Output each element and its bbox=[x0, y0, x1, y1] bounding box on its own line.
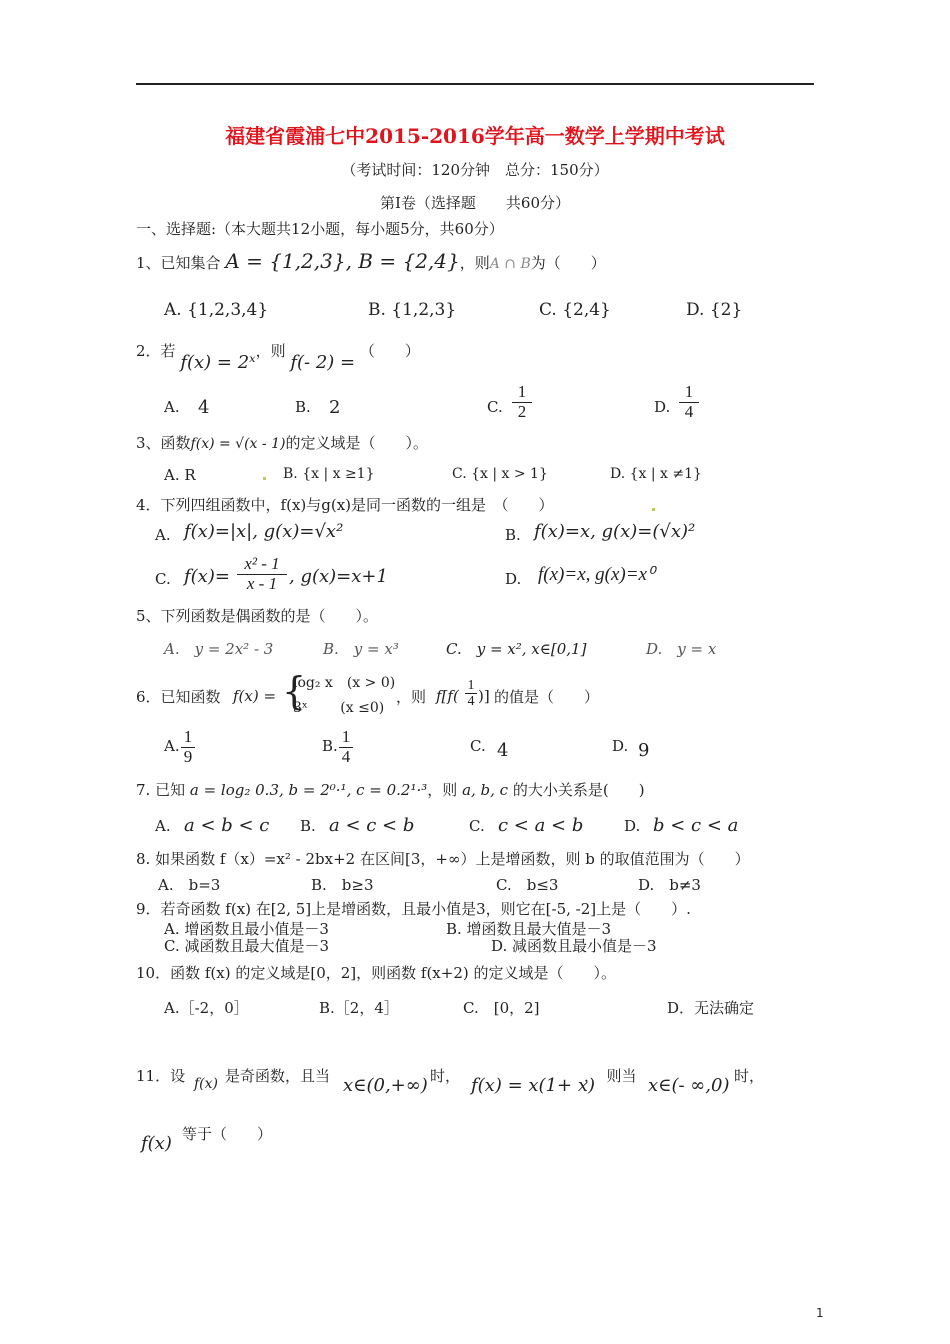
q2-label-c: C. bbox=[487, 398, 503, 416]
q2-label-b: B. bbox=[295, 398, 311, 416]
question-8-stem: 8. 如果函数 f（x）=x² - 2bx+2 在区间[3，+∞）上是增函数，则 b 的取值范围为（ ） bbox=[136, 850, 750, 868]
q2-frac-d: $\frac{1}{4}$ bbox=[679, 383, 699, 421]
set-a: A = {1,2,3} bbox=[225, 249, 346, 273]
q7-label-a: A. bbox=[155, 817, 171, 835]
q11-def: f(x) = x(1+ x) bbox=[471, 1075, 595, 1096]
q4-expr-c-post: , g(x)=x+1 bbox=[289, 566, 388, 587]
q6-brace: { bbox=[282, 669, 307, 713]
q10-option-a: A.［-2，0］ bbox=[164, 999, 249, 1017]
q9-option-d: D. 减函数且最小值是－3 bbox=[491, 937, 657, 955]
q10-option-b: B.［2，4］ bbox=[319, 999, 399, 1017]
q4-expr-a: f(x)=|x|, g(x)=√x² bbox=[184, 521, 344, 542]
exam-title: 福建省霞浦七中2015-2016学年高一数学上学期中考试 bbox=[225, 124, 725, 148]
q1-option-a: A. {1,2,3,4} bbox=[164, 300, 269, 320]
q7-label-d: D. bbox=[624, 817, 641, 835]
question-4-stem: 4．下列四组函数中，f(x)与g(x)是同一函数的一组是 （ ） bbox=[136, 496, 554, 514]
q4-label-d: D. bbox=[505, 570, 522, 588]
question-5-stem: 5、下列函数是偶函数的是（ ）。 bbox=[136, 607, 379, 625]
question-2-stem: 2．若 f(x) = 2ˣ，则 f(- 2) = （ ） bbox=[136, 342, 420, 373]
q7-value-b: a < c < b bbox=[329, 815, 415, 836]
q6-expr-frac: $\frac{1}{4}$ bbox=[465, 678, 477, 710]
q8-option-b: B. b≥3 bbox=[311, 876, 374, 894]
q4-label-c: C. bbox=[155, 570, 171, 588]
q5-option-a: A. y = 2x² - 3 bbox=[164, 640, 274, 658]
q1-option-b: B. {1,2,3} bbox=[368, 300, 457, 320]
q2-value-b: 2 bbox=[329, 397, 341, 418]
q6-label-b: B. bbox=[322, 737, 338, 755]
q3-option-c: C. {x | x > 1} bbox=[452, 466, 548, 482]
q6-case-1: log₂ x (x > 0) bbox=[293, 675, 396, 691]
q11-text-1: 是奇函数，且当 bbox=[225, 1067, 331, 1085]
question-6-stem: 6．已知函数 bbox=[136, 688, 221, 706]
q10-option-c: C. [0，2] bbox=[463, 999, 540, 1017]
q2-label-d: D. bbox=[654, 398, 671, 416]
q4-expr-b: f(x)=x, g(x)=(√x)² bbox=[534, 521, 696, 542]
q6-label-c: C. bbox=[470, 737, 486, 755]
q10-option-d: D．无法确定 bbox=[667, 999, 755, 1017]
q4-label-b: B. bbox=[505, 526, 521, 544]
q5-option-b: B. y = x³ bbox=[323, 640, 399, 658]
q11-cond-2: x∈(- ∞,0) bbox=[648, 1075, 730, 1096]
q4-expr-c-pre: f(x)= bbox=[184, 566, 230, 587]
q6-case-2: 3ˣ (x ≤0) bbox=[293, 700, 385, 716]
q6-label-d: D. bbox=[612, 737, 629, 755]
q6-tail: 的值是（ ） bbox=[494, 688, 600, 706]
q3-fx: f(x) = √(x - 1) bbox=[190, 436, 286, 452]
q7-label-b: B. bbox=[300, 817, 316, 835]
scan-speck bbox=[652, 508, 655, 511]
q6-expr-post: )] bbox=[478, 687, 490, 705]
q8-option-c: C. b≤3 bbox=[496, 876, 559, 894]
q1-option-d: D. {2} bbox=[686, 300, 743, 320]
question-10-stem: 10．函数 f(x) 的定义域是[0，2]，则函数 f(x+2) 的定义域是（ ）。 bbox=[136, 964, 616, 982]
part-heading: 一、选择题:（本大题共12小题，每小题5分，共60分） bbox=[136, 220, 504, 238]
question-7-stem: 7. 已知 a = log₂ 0.3, b = 2⁰·¹, c = 0.2¹·³，则 a, b, c 的大小关系是( ) bbox=[136, 781, 645, 799]
q9-option-c: C. 减函数且最大值是－3 bbox=[164, 937, 330, 955]
q6-frac-a: $\frac{1}{9}$ bbox=[181, 728, 195, 766]
q6-value-d: 9 bbox=[638, 740, 650, 761]
intersection-expr: A ∩ B bbox=[489, 256, 531, 272]
q7-value-a: a < b < c bbox=[184, 815, 270, 836]
q3-option-b: B. {x | x ≥1} bbox=[283, 466, 375, 482]
q1-option-c: C. {2,4} bbox=[539, 300, 611, 320]
q4-expr-d: f(x)=x, g(x)=x⁰ bbox=[538, 564, 655, 585]
q3-option-d: D. {x | x ≠1} bbox=[610, 466, 702, 482]
q4-frac-c: $\frac{\text{x² - 1}}{x - 1}$ bbox=[237, 555, 287, 593]
question-1-stem: 1、已知集合 A = {1,2,3}, B = {2,4}，则A ∩ B为（ ） bbox=[136, 249, 606, 273]
page-number: 1 bbox=[816, 1306, 824, 1320]
q2-fneg: f(- 2) = bbox=[290, 352, 356, 373]
q11-text-4: 时， bbox=[734, 1067, 765, 1085]
q11-cond-1: x∈(0,+∞) bbox=[343, 1075, 428, 1096]
header-rule bbox=[136, 83, 814, 85]
q11-fx-2: f(x) bbox=[141, 1133, 172, 1154]
set-b: , B = {2,4} bbox=[345, 249, 460, 273]
exam-info: （考试时间：120分钟 总分：150分） bbox=[341, 161, 609, 179]
q11-text-2: 时， bbox=[430, 1067, 461, 1085]
question-3-stem: 3、函数f(x) = √(x - 1)的定义域是（ ）。 bbox=[136, 434, 428, 452]
q4-label-a: A. bbox=[155, 526, 171, 544]
question-9-stem: 9．若奇函数 f(x) 在[2, 5]上是增函数，且最小值是3，则它在[-5, -2]上是（ ）. bbox=[136, 900, 691, 918]
q3-option-a: A. R bbox=[164, 466, 196, 484]
q8-option-d: D. b≠3 bbox=[638, 876, 701, 894]
q6-value-c: 4 bbox=[497, 740, 509, 761]
q9-option-a: A. 增函数且最小值是－3 bbox=[164, 920, 329, 938]
q7-vars: a, b, c bbox=[462, 781, 509, 799]
q9-option-b: B. 增函数且最大值是－3 bbox=[446, 920, 612, 938]
q6-frac-b: $\frac{1}{4}$ bbox=[339, 728, 353, 766]
q2-value-a: 4 bbox=[198, 397, 210, 418]
q7-value-d: b < c < a bbox=[653, 815, 739, 836]
q6-expr-pre: f[f( bbox=[436, 687, 459, 705]
q11-fx: f(x) bbox=[194, 1076, 219, 1092]
q2-frac-c: $\frac{1}{2}$ bbox=[512, 383, 532, 421]
q6-mid: ，则 bbox=[396, 688, 427, 706]
q5-option-d: D. y = x bbox=[646, 640, 717, 658]
section-heading: 第Ⅰ卷（选择题 共60分） bbox=[379, 194, 570, 212]
q2-label-a: A. bbox=[164, 398, 180, 416]
q11-text-5: 等于（ ） bbox=[182, 1125, 273, 1143]
scan-speck bbox=[263, 477, 266, 480]
q8-option-a: A. b=3 bbox=[158, 876, 221, 894]
q6-label-a: A. bbox=[164, 737, 180, 755]
q7-value-c: c < a < b bbox=[498, 815, 584, 836]
q6-fx: f(x) = bbox=[233, 687, 277, 705]
q2-fx: f(x) = 2ˣ bbox=[180, 352, 256, 373]
q11-text-3: ， 则当 bbox=[584, 1067, 637, 1085]
q7-expr: a = log₂ 0.3, b = 2⁰·¹, c = 0.2¹·³ bbox=[189, 781, 428, 799]
q5-option-c: C. y = x², x∈[0,1] bbox=[446, 640, 587, 658]
question-11-stem: 11．设 bbox=[136, 1067, 186, 1085]
q7-label-c: C. bbox=[469, 817, 485, 835]
